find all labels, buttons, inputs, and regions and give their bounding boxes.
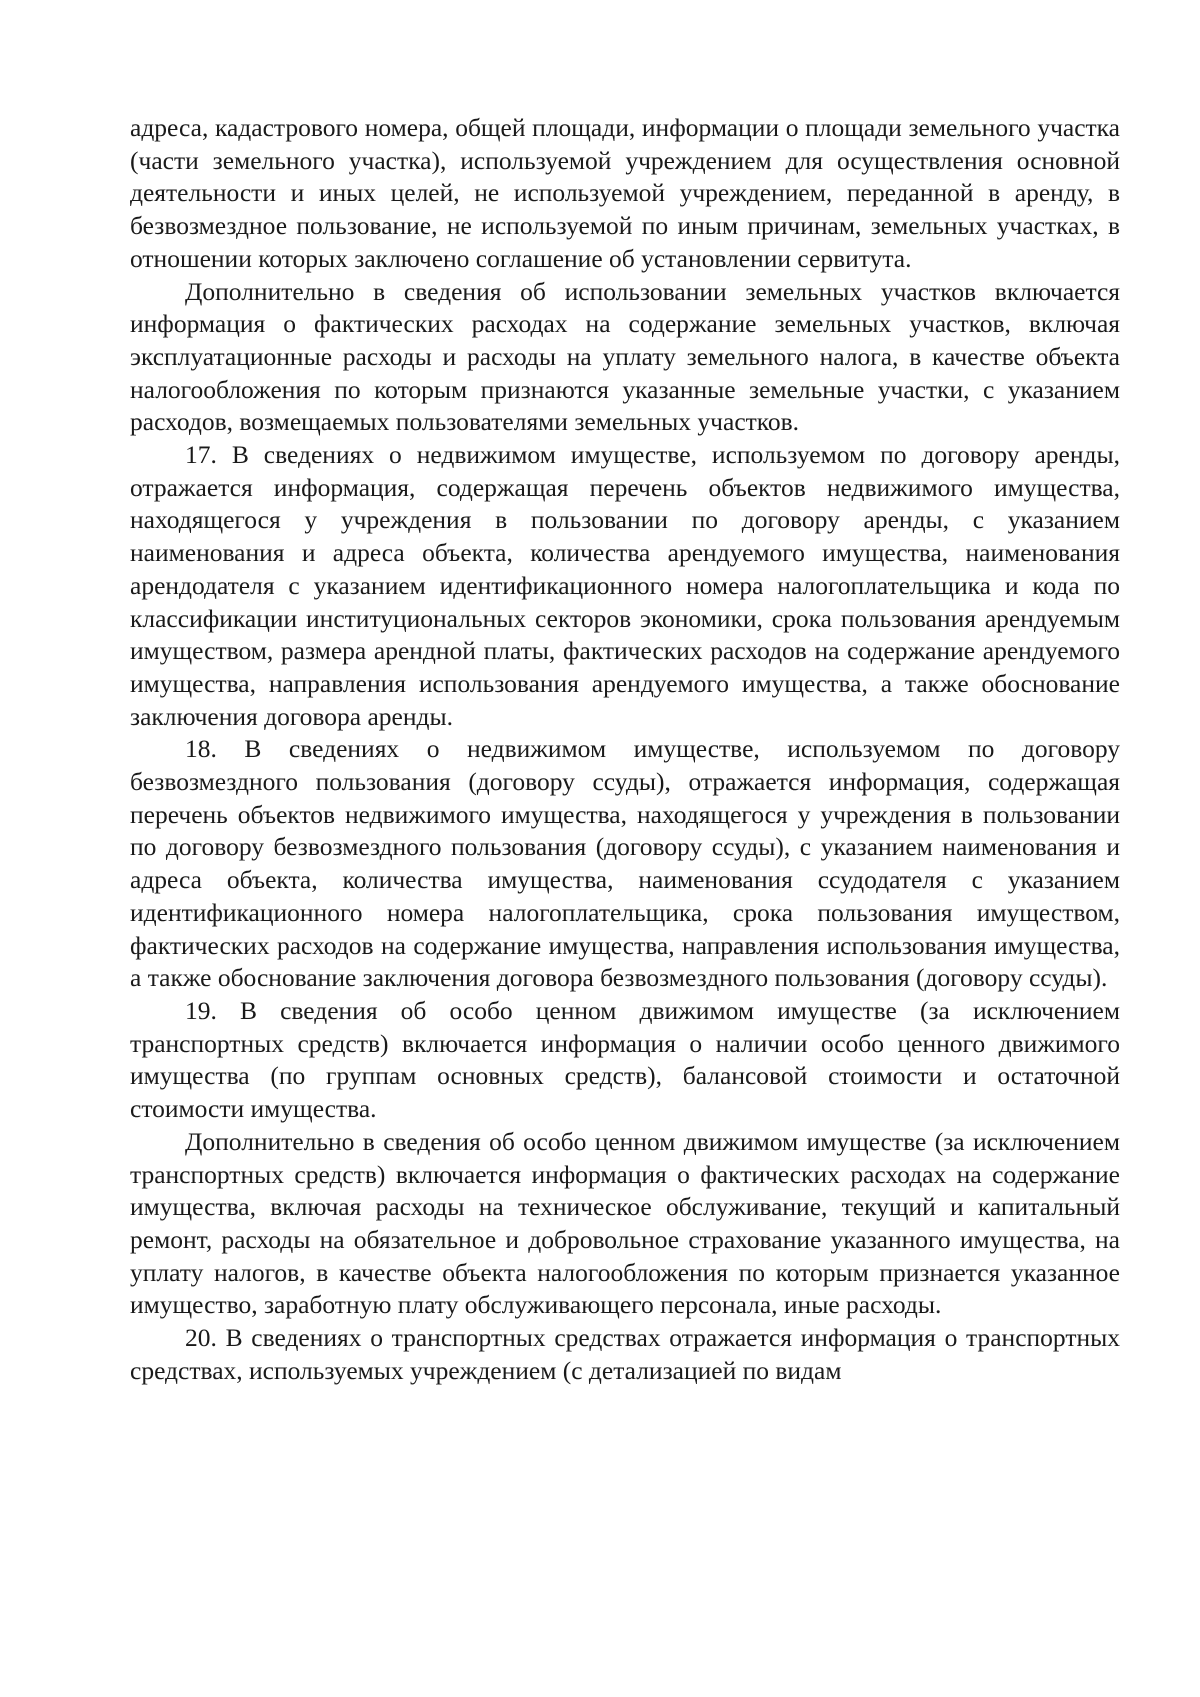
paragraph-item-17: 17. В сведениях о недвижимом имуществе, используемом по договору аренды, отражается информация, содержащая перечень объектов недвижимого имущества, находящегося у учреждения в пользовании по договору аренды, с указанием наименования и адреса объекта, количества арендуемого имущества, наименования арендодателя с указанием идентификационного номера налогоплательщика и кода по классификации институциональных секторов экономики, срока пользования арендуемым имуществом, размера арендной платы, фактических расходов на содержание арендуемого имущества, направления использования арендуемого имущества, а также обоснование заключения договора аренды. — [130, 440, 1120, 731]
paragraph-item-20: 20. В сведениях о транспортных средствах отражается информация о транспортных средствах, используемых учреждением (с детализацией по видам — [130, 1323, 1120, 1385]
paragraph-movable-property-expenses: Дополнительно в сведения об особо ценном движимом имуществе (за исключением транспортных средств) включается информация о фактических расходах на содержание имущества, включая расходы на техническое обслуживание, текущий и капитальный ремонт, расходы на обязательное и добровольное страхование указанного имущества, на уплату налогов, в качестве объекта налогообложения по которым признается указанное имущество, заработную плату обслуживающего персонала, иные расходы. — [130, 1126, 1120, 1320]
paragraph-item-18: 18. В сведениях о недвижимом имуществе, используемом по договору безвозмездного пользования (договору ссуды), отражается информация, содержащая перечень объектов недвижимого имущества, находящегося у учреждения в пользовании по договору безвозмездного пользования (договору ссуды), с указанием наименования и адреса объекта, количества имущества, наименования ссудодателя с указанием идентификационного номера налогоплательщика, срока пользования имуществом, фактических расходов на содержание имущества, направления использования имущества, а также обоснование заключения договора безвозмездного пользования (договору ссуды). — [130, 734, 1120, 993]
paragraph-land-plot-expenses: Дополнительно в сведения об использовании земельных участков включается информация о фактических расходах на содержание земельных участков, включая эксплуатационные расходы и расходы на уплату земельного налога, в качестве объекта налогообложения по которым признаются указанные земельные участки, с указанием расходов, возмещаемых пользователями земельных участков. — [130, 276, 1120, 437]
paragraph-land-plot-info: адреса, кадастрового номера, общей площади, информации о площади земельного участка (части земельного участка), используемой учреждением для осуществления основной деятельности и иных целей, не используемой учреждением, переданной в аренду, в безвозмездное пользование, не используемой по иным причинам, земельных участках, в отношении которых заключено соглашение об установлении сервитута. — [130, 113, 1120, 273]
document-page — [130, 112, 1120, 1387]
paragraph-item-19: 19. В сведения об особо ценном движимом имуществе (за исключением транспортных средств) включается информация о наличии особо ценного движимого имущества (по группам основных средств), балансовой стоимости и остаточной стоимости имущества. — [130, 995, 1120, 1124]
